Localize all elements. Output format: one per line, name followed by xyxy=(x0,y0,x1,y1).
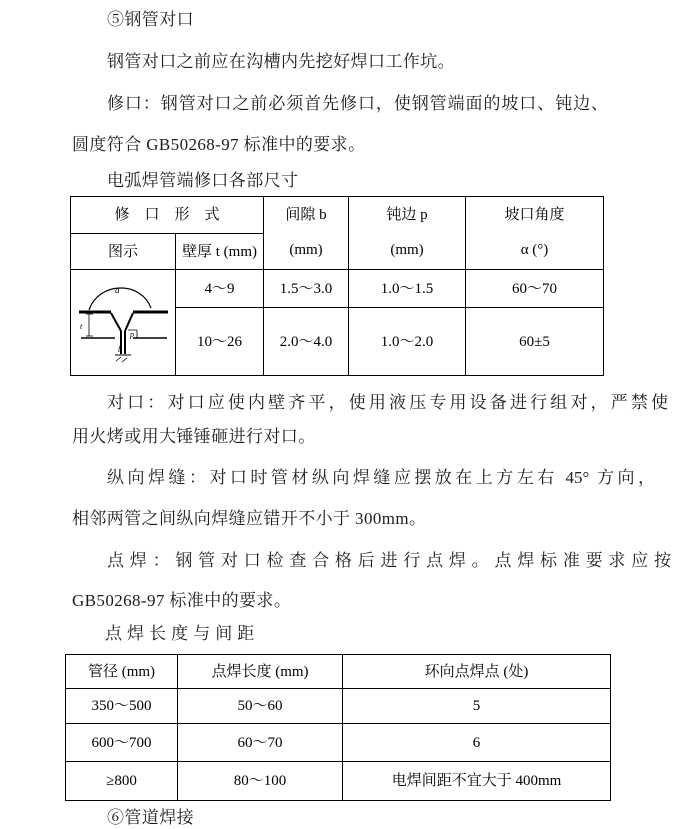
t1-cell-thickness-1: 4～9 xyxy=(176,270,264,308)
t2-header-diameter: 管径 (mm) xyxy=(66,655,178,689)
t2-cell-r1c3: 5 xyxy=(343,689,611,724)
t2-header-length: 点焊长度 (mm) xyxy=(178,655,343,689)
table2-caption: 点 焊 长 度 与 间 距 xyxy=(105,624,255,643)
t1-header-illustration: 图示 xyxy=(71,234,176,270)
t2-cell-r2c1: 600～700 xyxy=(66,724,178,762)
t2-cell-r3c3: 电焊间距不宜大于 400mm xyxy=(343,762,611,801)
t1-cell-angle-2: 60±5 xyxy=(466,308,604,376)
paragraph-duikou-line1: 对口：对口应使内壁齐平，使用液压专用设备进行组对，严禁使 xyxy=(107,393,668,412)
groove-diagram-cell xyxy=(71,270,176,376)
t2-cell-r3c1: ≥800 xyxy=(66,762,178,801)
diagram-thickness-label: t xyxy=(80,321,83,331)
t1-cell-blunt-2: 1.0～2.0 xyxy=(349,308,466,376)
t1-cell-blunt-1: 1.0～1.5 xyxy=(349,270,466,308)
paragraph-workpit: 钢管对口之前应在沟槽内先挖好焊口工作坑。 xyxy=(107,52,455,71)
paragraph-tackweld-line2: GB50268-97 标准中的要求。 xyxy=(72,591,292,610)
t1-cell-gap-1: 1.5～3.0 xyxy=(264,270,349,308)
t2-cell-r1c2: 50～60 xyxy=(178,689,343,724)
paragraph-seam-line2: 相邻两管之间纵向焊缝应错开不小于 300mm。 xyxy=(72,509,427,528)
paragraph-xiukou-line1: 修口：钢管对口之前必须首先修口，使钢管端面的坡口、钝边、 xyxy=(107,94,608,113)
t1-header-angle-line2: α (°) xyxy=(520,242,549,258)
t1-header-wall-thickness: 壁厚 t (mm) xyxy=(176,234,264,270)
t2-cell-r2c2: 60～70 xyxy=(178,724,343,762)
paragraph-duikou-line2: 用火烤或用大锤锤砸进行对口。 xyxy=(72,427,316,446)
groove-dimension-table xyxy=(70,196,604,376)
section-heading: ⑤钢管对口 xyxy=(107,10,194,29)
paragraph-tackweld-line1: 点焊：钢管对口检查合格后进行点焊。点焊标准要求应按 xyxy=(107,551,671,570)
paragraph-seam-line1: 纵向焊缝：对口时管材纵向焊缝应摆放在上方左右 45° 方向， xyxy=(107,468,655,487)
t1-header-gap-line1: 间隙 b xyxy=(285,207,327,223)
paragraph-xiukou-line2: 圆度符合 GB50268-97 标准中的要求。 xyxy=(72,135,366,154)
t1-header-form: 修 口 形 式 xyxy=(71,197,264,234)
t2-cell-r3c2: 80～100 xyxy=(178,762,343,801)
diagram-blunt-label: p xyxy=(130,329,134,339)
next-section-heading-clipped: ⑥管道焊接 xyxy=(107,808,194,827)
t1-header-blunt xyxy=(349,197,466,270)
tack-weld-table xyxy=(65,654,611,801)
t1-cell-angle-1: 60～70 xyxy=(466,270,604,308)
t1-cell-gap-2: 2.0～4.0 xyxy=(264,308,349,376)
t2-cell-r1c1: 350～500 xyxy=(66,689,178,724)
t1-header-angle xyxy=(466,197,604,270)
t1-header-gap xyxy=(264,197,349,270)
t2-cell-r2c3: 6 xyxy=(343,724,611,762)
t1-header-gap-line2: (mm) xyxy=(289,242,323,258)
t1-header-angle-line1: 坡口角度 xyxy=(504,207,565,223)
diagram-gap-label: b xyxy=(118,344,122,354)
t2-header-points: 环向点焊点 (处) xyxy=(343,655,611,689)
t1-cell-thickness-2: 10～26 xyxy=(176,308,264,376)
diagram-angle-label: a xyxy=(115,284,120,295)
weld-groove-diagram xyxy=(75,274,171,372)
t1-header-blunt-line2: (mm) xyxy=(390,242,424,258)
t1-header-blunt-line1: 钝边 p xyxy=(386,207,428,223)
table1-caption: 电弧焊管端修口各部尺寸 xyxy=(107,171,299,190)
